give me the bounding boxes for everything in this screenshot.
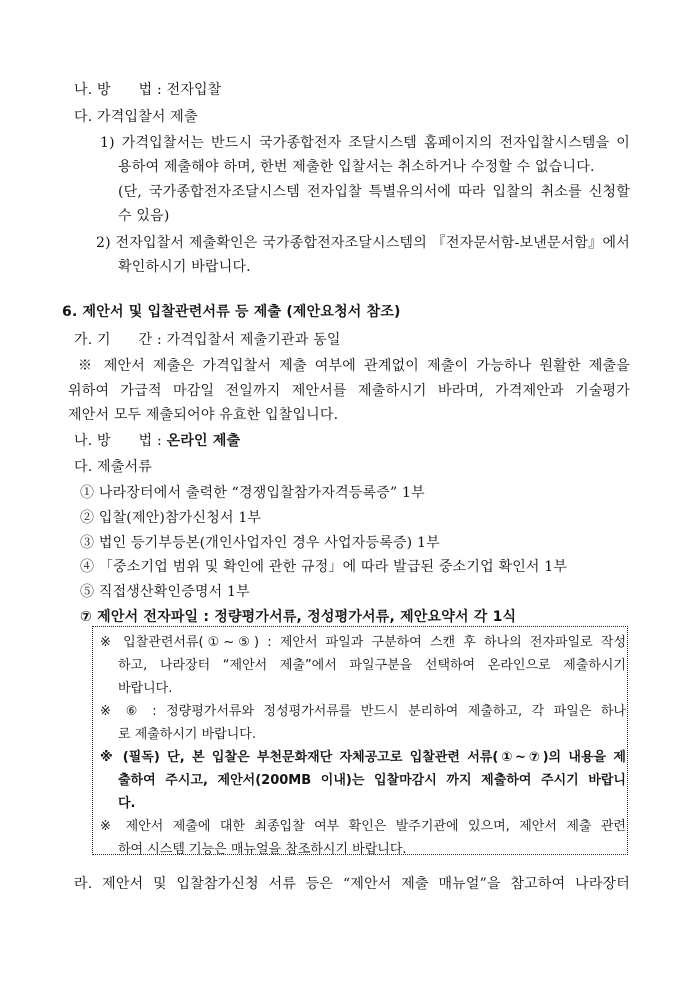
box-note-1-line2: 하고, 나라장터 “제안서 제출”에서 파일구분을 선택하여 온라인으로 제출하시기 (118, 658, 626, 673)
method-online-value: 온라인 제출 (166, 433, 241, 449)
box-note-3-line2: 출하여 주시고, 제안서(200MB 이내)는 입찰마감시 까지 제출하여 주시기 바랍니 (118, 773, 626, 788)
period-value: : 가격입찰서 제출기관과 동일 (152, 332, 341, 348)
documents-heading: 다. 제출서류 (74, 459, 152, 475)
box-note-3-line1: ※ (필독) 단, 본 입찰은 부천문화재단 자체공고로 입찰관련 서류(①~⑦)의 내용을 제 (100, 750, 626, 765)
document-item-4: ④ 「중소기업 범위 및 확인에 관한 규정」에 따라 발급된 중소기업 확인서 1부 (80, 559, 568, 575)
box-note-1-line1: ※ 입찰관련서류(①~⑤) : 제안서 파일과 구분하여 스캔 후 하나의 전자파일로 작성 (100, 635, 626, 650)
document-item-3: ③ 법인 등기부등본(개인사업자인 경우 사업자등록증) 1부 (80, 535, 440, 551)
period-label: 가. 기 간 (74, 332, 153, 348)
box-note-4-line2: 하여 시스템 기능은 매뉴얼을 참조하시기 바랍니다. (118, 842, 407, 857)
document-item-2: ② 입찰(제안)참가신청서 1부 (80, 510, 262, 526)
method-online-line (74, 431, 240, 451)
period-line (74, 330, 341, 350)
proposal-note-line1: ※ 제안서 제출은 가격입찰서 제출 여부에 관계없이 제출이 가능하나 원활한 제출을 (78, 358, 630, 374)
method-label: 나. 방 법 (74, 82, 153, 98)
price-bid-para2-line1: 2) 전자입찰서 제출확인은 국가종합전자조달시스템의 『전자문서함-보낸문서함』에서 (96, 235, 630, 251)
price-bid-para1-line4: 수 있음) (118, 208, 170, 224)
proposal-note-line3: 제안서 모두 제출되어야 유효한 입찰입니다. (68, 407, 339, 423)
price-bid-heading: 다. 가격입찰서 제출 (74, 109, 198, 125)
box-note-1-line3: 바랍니다. (118, 681, 173, 696)
method-electronic-bid-line (74, 80, 222, 100)
manual-reference-line: 라. 제안서 및 입찰참가신청 서류 등은 “제안서 제출 매뉴얼”을 참고하여 나라장터 (74, 876, 630, 892)
price-bid-para2-line2: 확인하시기 바랍니다. (118, 259, 251, 275)
box-note-2-line2: 로 제출하시기 바랍니다. (118, 727, 256, 742)
box-note-3-line3: 다. (118, 796, 136, 811)
price-bid-para1-line1: 1) 가격입찰서는 반드시 국가종합전자 조달시스템 홈페이지의 전자입찰시스템을 이 (100, 135, 630, 151)
document-item-5: ⑤ 직접생산확인증명서 1부 (80, 584, 250, 600)
document-item-7: ⑦ 제안서 전자파일 : 정량평가서류, 정성평가서류, 제안요약서 각 1식 (80, 609, 517, 625)
document-item-1: ① 나라장터에서 출력한 “경쟁입찰참가자격등록증” 1부 (80, 485, 425, 501)
price-bid-para1-line2: 용하여 제출해야 하며, 한번 제출한 입찰서는 취소하거나 수정할 수 없습니다. (118, 159, 595, 175)
section-6-heading: 6. 제안서 및 입찰관련서류 등 제출 (제안요청서 참조) (62, 304, 401, 320)
box-note-4-line1: ※ 제안서 제출에 대한 최종입찰 여부 확인은 발주기관에 있으며, 제안서 제출 관련 (100, 819, 626, 834)
box-note-2-line1: ※ ⑥ : 정량평가서류와 정성평가서류를 반드시 분리하여 제출하고, 각 파일은 하나 (100, 704, 626, 719)
price-bid-para1-line3: (단, 국가종합전자조달시스템 전자입찰 특별유의서에 따라 입찰의 취소를 신청할 (118, 184, 630, 200)
method-online-label: 나. 방 법 : (74, 433, 167, 449)
method-value: : 전자입찰 (152, 82, 222, 98)
proposal-note-line2: 위하여 가급적 마감일 전일까지 제안서를 제출하시기 바라며, 가격제안과 기술평가 (68, 383, 630, 399)
